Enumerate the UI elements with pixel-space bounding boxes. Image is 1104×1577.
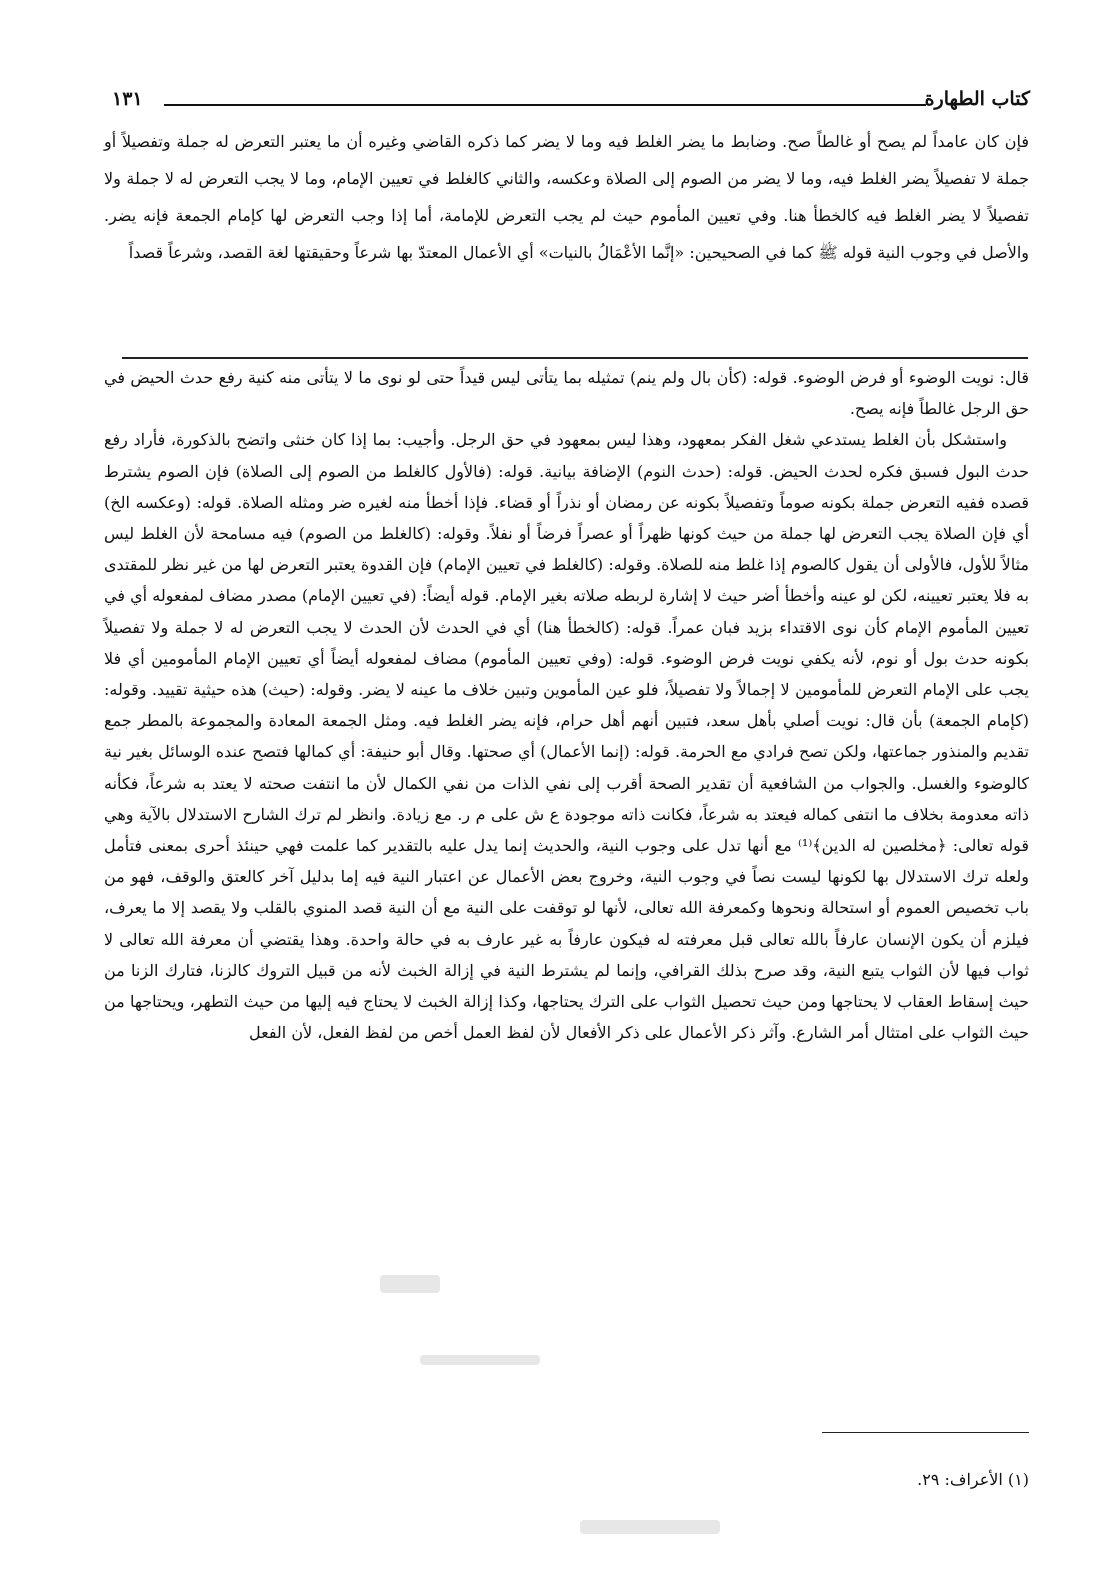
page-header [112,88,1030,116]
commentary-paragraph: قال: نويت الوضوء أو فرض الوضوء. قوله: (كأن بال ولم ينم) تمثيله بما يتأتى ليس قيداً حتى لو نوى ما لا يتأتى منه كنية رفع حدث الحيض في حق الرجل غالطاً فإنه يصح. [104,368,1029,419]
main-divider-rule [122,357,1028,359]
header-rule [164,104,926,106]
commentary [104,362,1029,1048]
main-text: فإن كان عامداً لم يصح أو غالطاً صح. وضابط ما يضر الغلط فيه وما لا يضر كما ذكره القاضي وغيره أن ما يعتبر التعرض له جملة وتفصيلاً أو جملة لا تفصيلاً يضر الغلط فيه، وما لا يضر من الصوم إلى الصلاة وعكسه، والثاني كالغلط في تعيين الإمام، وما لا يجب التعرض له لا جملة ولا تفصيلاً لا يضر الغلط فيه كالخطأ هنا. وفي تعيين المأموم حيث لم يجب التعرض للإمامة، أما إذا وجب التعرض لها كإمام الجمعة فإنه يضر. والأصل في وجوب النية قوله ﷺ كما في الصحيحين: «إنَّما الأعْمَالُ بالنيات» أي الأعمال المعتدّ بها شرعاً وحقيقتها لغة القصد، وشرعاً قصداً [104,132,1030,262]
footnote-rule [822,1432,1029,1433]
book-title: كتاب الطهارة [924,88,1030,110]
commentary-paragraph: واستشكل بأن الغلط يستدعي شغل الفكر بمعهود، وهذا ليس بمعهود في حق الرجل. وأجيب: بما إذا كان خنثى واتضح بالذكورة، فأراد رفع حدث البول فسبق فكره لحدث الحيض. قوله: (حدث النوم) الإضافة بيانية. قوله: (فالأول كالغلط من الصوم إلى الصلاة) فإن الصوم يشترط قصده ففيه التعرض جملة بكونه صوماً وتفصيلاً بكونه عن رمضان أو نذراً أو قضاء. فإذا أخطأ منه لغيره ضر ومثله الصلاة. قوله: (وعكسه الخ) أي فإن الصلاة يجب التعرض لها جملة من حيث كونها ظهراً أو عصراً فرضاً أو نفلاً. وقوله: (كالغلط من الصوم) فيه مسامحة لأن الغلط ليس مثالاً للأول، فالأولى أن يقول كالصوم إذا غلط منه للصلاة. وقوله: (كالغلط في تعيين الإمام) فإن القدوة يعتبر التعرض لها من غير نظر للمقتدى به فلا يعتبر تعيينه، لكن لو عينه وأخطأ أضر حيث لا إشارة لربطه صلاته بغير الإمام. قوله أيضاً: (في تعيين الإمام) مصدر مضاف لمفعوله أي في تعيين المأموم الإمام كأن نوى الاقتداء بزيد فبان عمراً. قوله: (كالخطأ هنا) أي في الحدث لأن الحدث لا يجب التعرض له لا جملة ولا تفصيلاً بكونه حدث بول أو نوم، لأنه يكفي نويت فرض الوضوء. قوله: (وفي تعيين المأموم) مضاف لمفعوله أيضاً أي تعيين الإمام المأمومين أي فلا يجب على الإمام التعرض للمأمومين لا إجمالاً ولا تفصيلاً، فلو عين المأموين وتبين خلاف ما عينه لا يضر. وقوله: (حيث) هذه حيثية تقييد. وقوله: (كإمام الجمعة) بأن قال: نويت أصلي بأهل سعد، فتبين أنهم أهل حرام، فإنه يضر الغلط فيه. ومثل الجمعة المعادة والمجموعة بالمطر جمع تقديم والمنذور جماعتها، ولكن تصح فرادي مع الحرمة. قوله: (إنما الأعمال) أي صحتها. وقال أبو حنيفة: أي كمالها فتصح عنده الوسائل بغير نية كالوضوء والغسل. والجواب من الشافعية أن تقدير الصحة أقرب إلى نفي الذات من نفي الكمال لأن ما انتفت صحته لا يعتد به شرعاً، فكأنه ذاته معدومة بخلاف ما انتفى كماله فيعتد به شرعاً، فكانت ذاته موجودة ع ش على م ر. مع زيادة. وانظر لم ترك الشارح الاستدلال بالآية وهي قوله تعالى: ﴿مخلصين له الدين﴾⁽¹⁾ مع أنها تدل على وجوب النية، والحديث إنما يدل عليه بالتقدير كما علمت فهي حينئذ أحرى بمعنى فتأمل ولعله ترك الاستدلال بها لكونها ليست نصاً في وجوب النية، وخروج بعض الأعمال عن اعتبار النية فيه إما بدليل آخر كالعتق والوقف، فهو من باب تخصيص العموم أو استحالة ونحوها وكمعرفة الله تعالى، لأنها لو توقفت على النية مع أن النية قصد المنوي بالقلب ولا يقصد إلا ما يعرف، فيلزم أن يكون الإنسان عارفاً بالله تعالى قبل معرفته له فيكون عارفاً به غير عارف به في حالة واحدة. وهذا يقتضي أن معرفة الله تعالى لا ثواب فيها لأن الثواب يتبع النية، وقد صرح بذلك القرافي، وإنما لم يشترط النية في إزالة الخبث لأنه من قبيل التروك كالزنا، فتارك الزنا من حيث إسقاط العقاب لا يحتاجها ومن حيث تحصيل الثواب على الترك يحتاجها، وكذا إزالة الخبث لا يحتاج فيه إليها من حيث التطهر، ويحتاجها من حيث الثواب على امتثال أمر الشارع. وآثر ذكر الأعمال على ذكر الأفعال لأن لفظ العمل أخص من لفظ الفعل، لأن الفعل [104,430,1030,1043]
scan-smudge [420,1355,540,1365]
page-number: ١٣١ [112,88,143,110]
scan-smudge [580,1520,720,1534]
scan-smudge [380,1275,440,1293]
footnote: (١) الأعراف: ٢٩. [917,1470,1029,1489]
